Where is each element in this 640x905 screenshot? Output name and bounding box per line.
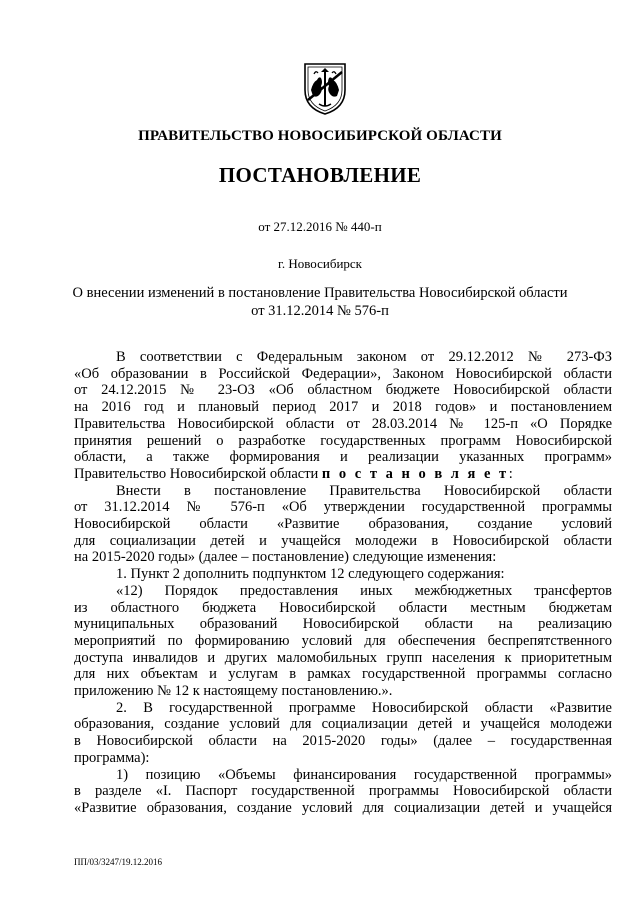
decree-suffix: : [508,465,513,482]
body-line: на 2015-2020 годы» (далее – постановление) следующие изменения: [74,549,497,566]
body-line: 1) позицию «Объемы финансирования государственной программы» [116,766,612,783]
document-type-heading: ПОСТАНОВЛЕНИЕ [218,163,422,187]
government-title: ПРАВИТЕЛЬСТВО НОВОСИБИРСКОЙ ОБЛАСТИ [138,128,502,144]
place-of-issue: г. Новосибирск [277,256,362,271]
body-line: доступа инвалидов и других маломобильных групп населения к приоритетным [74,649,612,666]
body-line: для социализации детей и учащейся молодежи в Новосибирской области [74,532,612,549]
body-line: приложению № 12 к настоящему постановлению.». [74,683,393,700]
body-line: образования, создание условий для социализации детей и учащейся молодежи [74,716,612,733]
body-line: «Развитие образования, создание условий для социализации детей и учащейся [74,799,612,816]
body-line: Правительство Новосибирской области [74,465,319,482]
decree-word: п о с т а н о в л я е т [321,465,509,482]
document-code-footer: ПП/03/3247/19.12.2016 [74,857,163,867]
body-line: на 2016 год и плановый период 2017 и 2018 годов» и постановлением [74,399,612,416]
body-line: принятия решений о разработке государственных программ Новосибирской [74,432,612,449]
body-line: «Об образовании в Российской Федерации», Законом Новосибирской области [74,365,612,382]
subject-line: О внесении изменений в постановление Правительства Новосибирской области [72,285,568,301]
body-line: для них объектам и услугам в рамках государственной программы согласно [74,666,612,683]
document-subject [0,284,640,320]
novosibirsk-coat-of-arms-icon [301,60,349,116]
body-line: муниципальных образований Новосибирской области на реализацию [74,616,612,633]
decree-line [74,466,612,483]
document-body [74,349,612,817]
body-line: мероприятий по формированию условий для обеспечения беспрепятственного [74,632,612,649]
body-line: от 24.12.2015 № 23-ОЗ «Об областном бюджете Новосибирской области [74,382,612,399]
body-line: Новосибирской области «Развитие образования, создание условий [74,516,612,533]
body-line: 1. Пункт 2 дополнить подпунктом 12 следующего содержания: [116,566,505,583]
body-line: из областного бюджета Новосибирской области местным бюджетам [74,599,612,616]
body-line: от 31.12.2014 № 576-п «Об утверждении государственной программы [74,499,612,516]
body-line: в Новосибирской области на 2015-2020 годы» (далее – государственная [74,733,612,750]
body-line: 2. В государственной программе Новосибирской области «Развитие [116,699,612,716]
date-and-number: от 27.12.2016 № 440-п [258,219,382,234]
body-line: «12) Порядок предоставления иных межбюджетных трансфертов [116,582,612,599]
body-line: В соответствии с Федеральным законом от 29.12.2012 № 273-ФЗ [116,349,612,365]
body-line: программа): [74,749,150,766]
body-line: в разделе «I. Паспорт государственной программы Новосибирской области [74,783,612,800]
subject-line: от 31.12.2014 № 576-п [251,303,389,319]
body-line: Внести в постановление Правительства Новосибирской области [116,482,612,499]
body-line: области, а также формирования и реализации указанных программ» [74,449,612,466]
body-line: Правительства Новосибирской области от 28.03.2014 № 125-п «О Порядке [74,415,612,432]
